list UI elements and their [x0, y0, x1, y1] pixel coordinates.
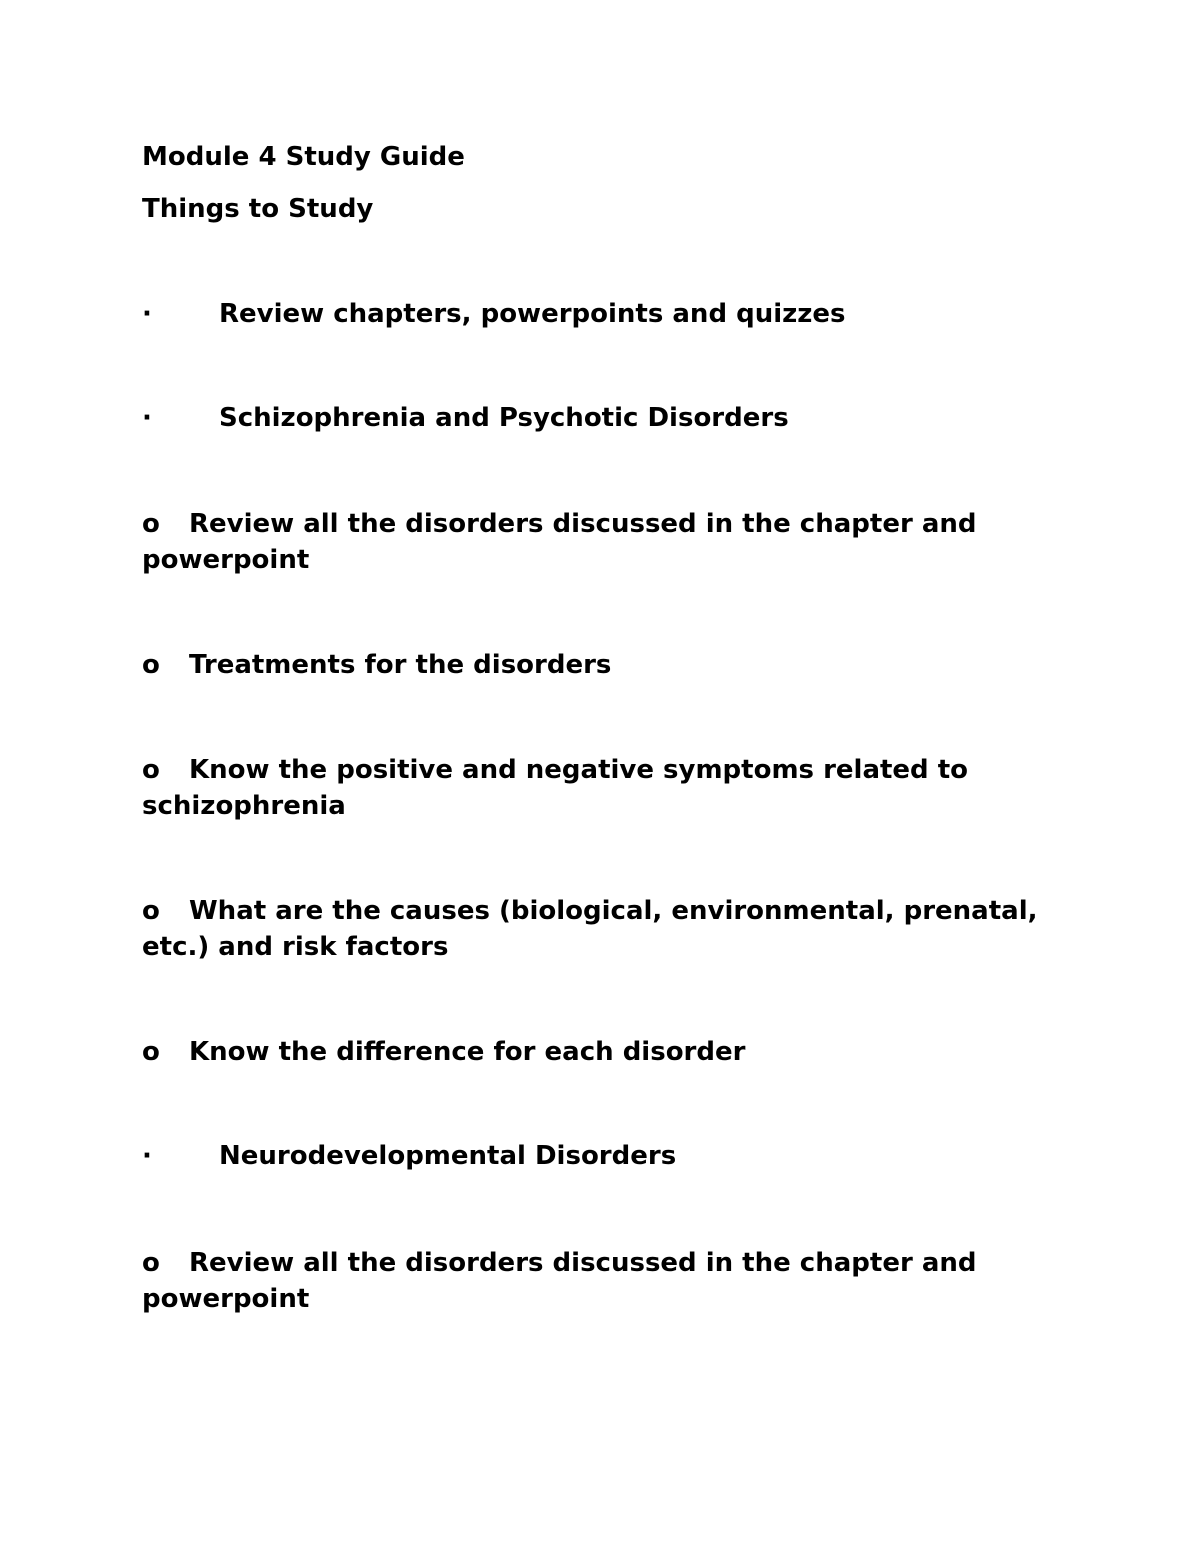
list-item — [142, 752, 1042, 824]
list-item-text: Schizophrenia and Psychotic Disorders — [219, 403, 789, 433]
list-item-text: Treatments for the disorders — [189, 650, 612, 680]
bullet-marker: · — [142, 1141, 152, 1171]
sub-bullet-marker: o — [142, 1248, 160, 1278]
list-item-text: Neurodevelopmental Disorders — [219, 1141, 677, 1171]
bullet-marker: · — [142, 403, 152, 433]
list-item-text: Review all the disorders discussed in the chapter and powerpoint — [142, 509, 977, 575]
document-title: Module 4 Study Guide — [142, 142, 465, 172]
list-item — [142, 647, 611, 683]
sub-bullet-marker: o — [142, 650, 160, 680]
list-item — [142, 400, 789, 436]
list-item-text: Know the difference for each disorder — [189, 1037, 746, 1067]
list-item — [142, 893, 1042, 965]
sub-bullet-marker: o — [142, 755, 160, 785]
list-item — [142, 506, 1042, 578]
list-item — [142, 1138, 676, 1174]
list-item-text: Review chapters, powerpoints and quizzes — [219, 299, 846, 329]
sub-bullet-marker: o — [142, 509, 160, 539]
sub-bullet-marker: o — [142, 1037, 160, 1067]
list-item-text: Know the positive and negative symptoms related to schizophrenia — [142, 755, 969, 821]
list-item-text: What are the causes (biological, environmental, prenatal, etc.) and risk factors — [142, 896, 1038, 962]
bullet-marker: · — [142, 299, 152, 329]
document-subtitle: Things to Study — [142, 194, 374, 224]
list-item — [142, 296, 846, 332]
list-item-text: Review all the disorders discussed in the chapter and powerpoint — [142, 1248, 977, 1314]
sub-bullet-marker: o — [142, 896, 160, 926]
list-item — [142, 1034, 745, 1070]
list-item — [142, 1245, 1042, 1317]
